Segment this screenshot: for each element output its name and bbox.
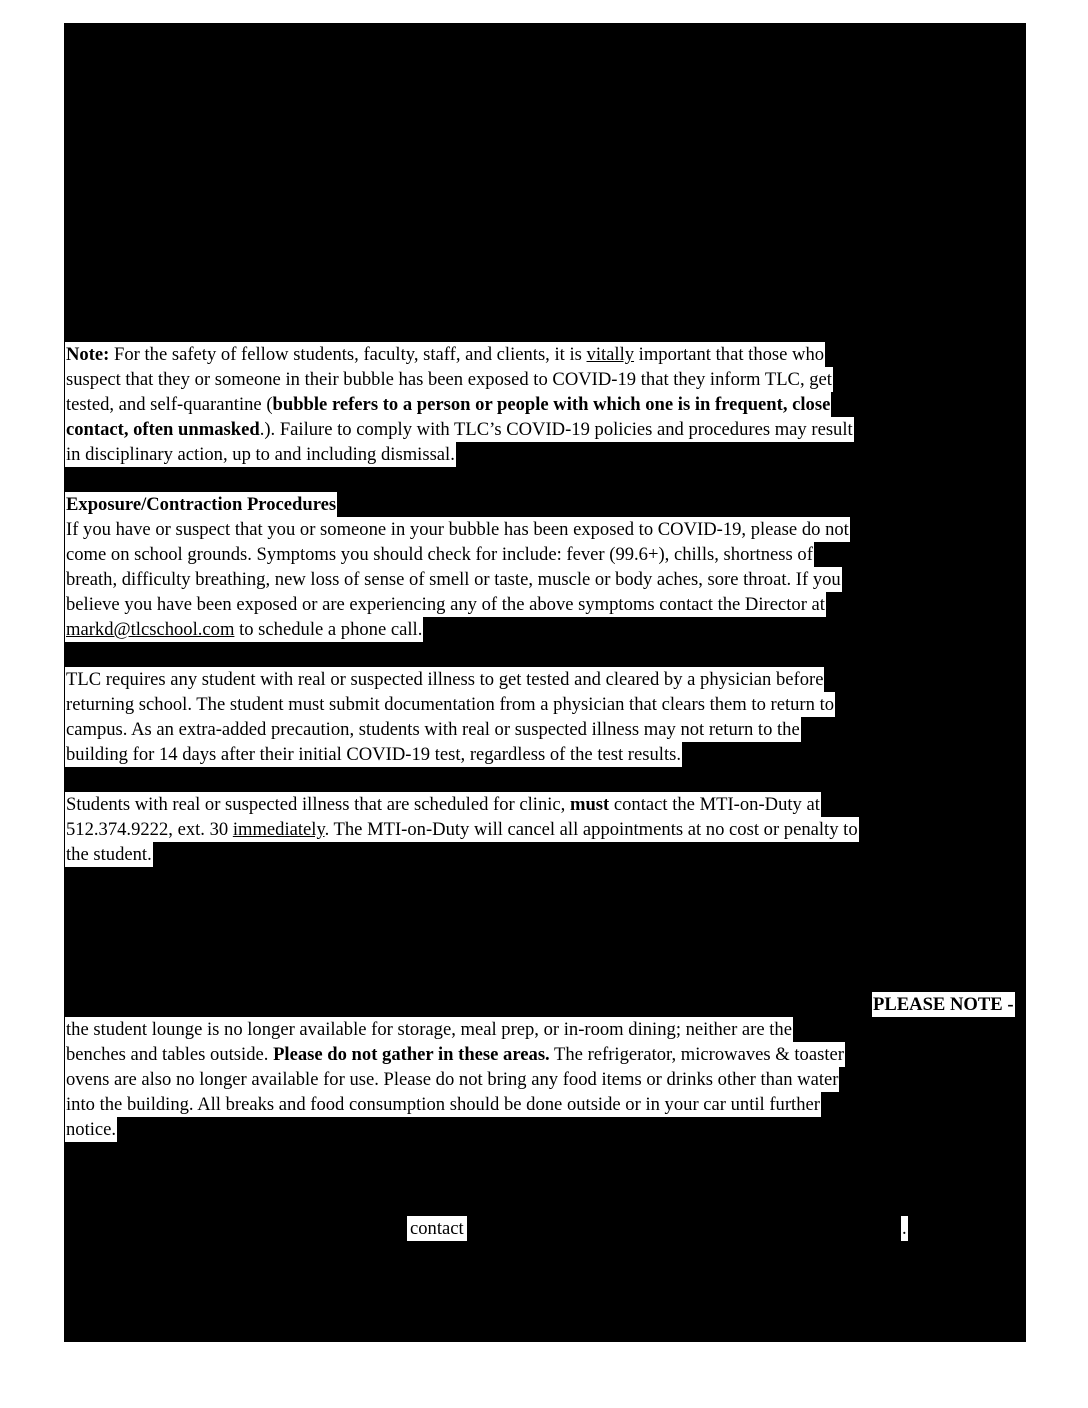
note-text: .). Failure to comply with TLC’s COVID-19 policies and procedures may result [259,419,853,440]
clinic-text: . The MTI-on-Duty will cancel all appointments at no cost or penalty to [324,819,858,840]
exposure-line-1: If you have or suspect that you or someone in your bubble has been exposed to COVID-19, please do not [66,519,849,540]
testing-line-2: returning school. The student must submit documentation from a physician that clears them to return to [66,694,835,715]
lounge-line-3: ovens are also no longer available for use. Please do not bring any food items or drinks other than water [66,1069,839,1090]
note-text: For the safety of fellow students, faculty, staff, and clients, it is [109,344,587,365]
clinic-line-1 [65,792,821,817]
note-bubble-definition: bubble refers to a person or people with which one is in frequent, close [272,394,831,415]
note-bubble-definition: contact, often unmasked [66,419,260,440]
clinic-text: contact the MTI-on-Duty at [609,794,820,815]
note-line-5: in disciplinary action, up to and including dismissal. [66,444,455,465]
testing-line-1: TLC requires any student with real or suspected illness to get tested and cleared by a physician before [66,669,824,690]
contact-period: . [902,1218,907,1239]
lounge-line-5: notice. [66,1119,117,1140]
director-email-link[interactable]: markd@tlcschool.com [66,619,235,640]
note-label: Note: [66,344,110,365]
contact-word: contact [407,1216,467,1241]
lounge-warning: Please do not gather in these areas. [273,1044,550,1065]
lounge-line-2 [65,1042,845,1067]
lounge-text: benches and tables outside. [66,1044,274,1065]
exposure-line-4: believe you have been exposed or are experiencing any of the above symptoms contact the Director at [66,594,825,615]
lounge-text: The refrigerator, microwaves & toaster [549,1044,844,1065]
lounge-line-1: the student lounge is no longer available for storage, meal prep, or in-room dining; neither are the [66,1019,792,1040]
note-line-4 [65,417,854,442]
clinic-immediately: immediately [232,819,325,840]
note-line-2: suspect that they or someone in their bubble has been exposed to COVID-19 that they inform TLC, get [66,369,832,390]
clinic-text: Students with real or suspected illness that are scheduled for clinic, [66,794,570,815]
clinic-line-2 [65,817,859,842]
clinic-phone: 512.374.9222, ext. 30 [66,819,233,840]
clinic-line-3: the student. [66,844,152,865]
lounge-line-4: into the building. All breaks and food consumption should be done outside or in your car until further [66,1094,820,1115]
note-text: tested, and self-quarantine ( [66,394,273,415]
testing-line-3: campus. As an extra-added precaution, students with real or suspected illness may not return to the [66,719,800,740]
exposure-line-5 [65,617,423,642]
clinic-must: must [569,794,610,815]
exposure-heading: Exposure/Contraction Procedures [66,494,337,515]
please-note-label: PLEASE NOTE - [873,994,1014,1015]
exposure-line-2: come on school grounds. Symptoms you should check for include: fever (99.6+), chills, shortness of [66,544,813,565]
note-line-1 [65,342,825,367]
note-line-3 [65,392,831,417]
note-emphasis: vitally [586,344,635,365]
note-text: important that those who [634,344,825,365]
testing-line-4: building for 14 days after their initial COVID-19 test, regardless of the test results. [66,744,682,765]
exposure-line-3: breath, difficulty breathing, new loss of sense of smell or taste, muscle or body aches, sore throat. If you [66,569,841,590]
exposure-text: to schedule a phone call. [234,619,423,640]
